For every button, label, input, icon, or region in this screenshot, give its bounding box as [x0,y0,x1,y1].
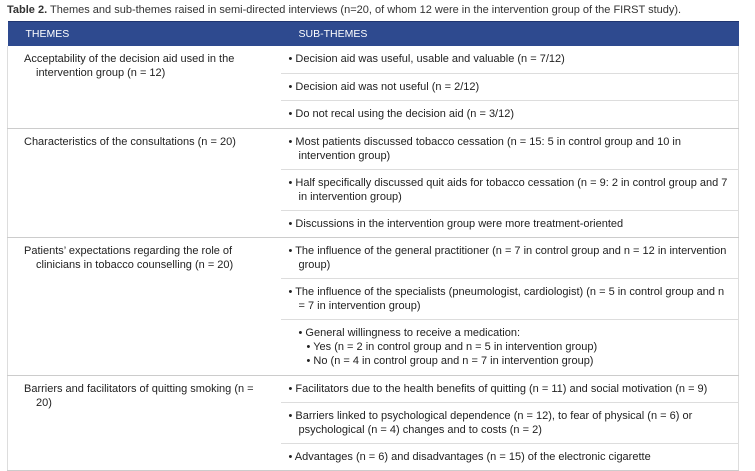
caption-text: Themes and sub-themes raised in semi-directed interviews (n=20, of whom 12 were in the intervention group of the FIRST study). [50,4,682,16]
table-header-row [8,22,739,47]
subtheme-cell: • Decision aid was not useful (n = 2/12) [281,73,739,100]
caption-label: Table 2. [7,4,48,16]
header-themes: THEMES [8,22,281,47]
subtheme-cell: • Advantages (n = 6) and disadvantages (n = 15) of the electronic cigarette [281,443,739,470]
table-caption [7,4,681,16]
themes-table [7,21,739,471]
subtheme-cell: • Half specifically discussed quit aids for tobacco cessation (n = 9: 2 in control group and 7 in intervention group) [281,169,739,210]
theme-cell: Barriers and facilitators of quitting smoking (n = 20) [8,375,281,470]
subtheme-cell: • Do not recal using the decision aid (n = 3/12) [281,100,739,128]
subtheme-cell: • Facilitators due to the health benefits of quitting (n = 11) and social motivation (n = 9) [281,375,739,402]
subtheme-cell: • Barriers linked to psychological dependence (n = 12), to fear of physical (n = 6) or psychological (n = 4) changes and to costs (n = 2) [281,402,739,443]
table-row [8,46,739,73]
theme-cell: Acceptability of the decision aid used in the intervention group (n = 12) [8,46,281,128]
subtheme-cell: • Discussions in the intervention group were more treatment-oriented [281,210,739,237]
table-row [8,237,739,278]
theme-cell: Patients’ expectations regarding the role of clinicians in tobacco counselling (n = 20) [8,237,281,375]
nested-subtheme: • No (n = 4 in control group and n = 7 in intervention group) [306,354,594,367]
nested-subtheme: • Yes (n = 2 in control group and n = 5 in intervention group) [306,340,598,353]
subtheme-cell: • Most patients discussed tobacco cessation (n = 15: 5 in control group and 10 in intervention group) [281,128,739,169]
table-row [8,375,739,402]
subtheme-cell: • The influence of the specialists (pneumologist, cardiologist) (n = 5 in control group and n = 7 in intervention group) [281,278,739,319]
subtheme-text: • General willingness to receive a medication: [298,326,521,339]
subtheme-cell: • The influence of the general practitioner (n = 7 in control group and n = 12 in intervention group) [281,237,739,278]
header-subthemes: SUB-THEMES [281,22,739,47]
table-row [8,128,739,169]
theme-cell: Characteristics of the consultations (n = 20) [8,128,281,237]
subtheme-cell [281,319,739,375]
subtheme-cell: • Decision aid was useful, usable and valuable (n = 7/12) [281,46,739,73]
